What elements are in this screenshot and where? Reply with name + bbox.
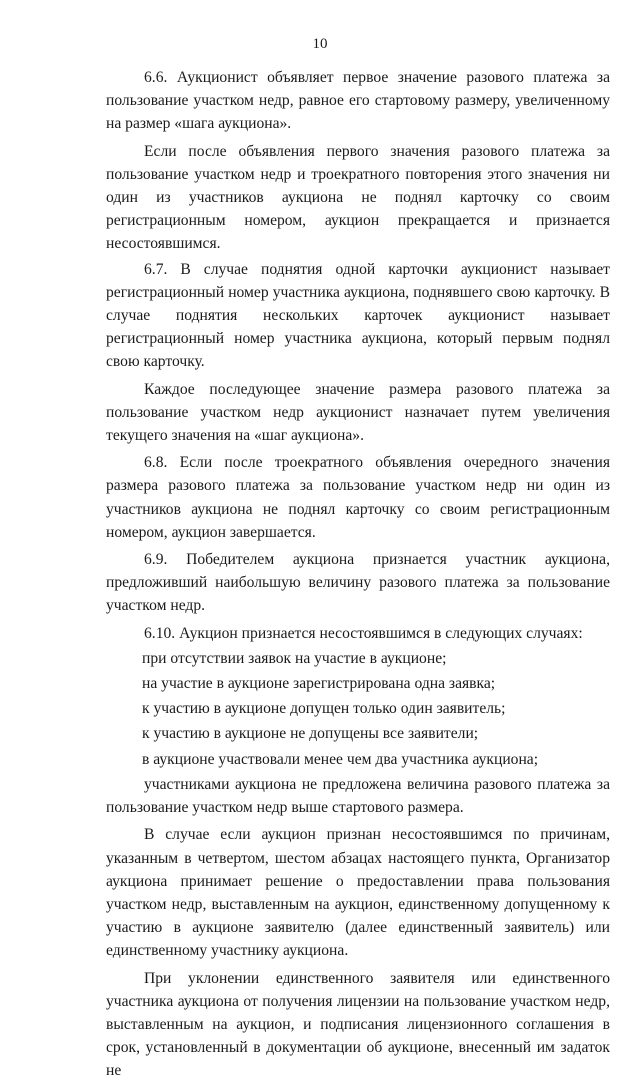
list-item: при отсутствии заявок на участие в аукционе;	[142, 649, 447, 667]
paragraph-list-tail: участниками аукциона не предложена величина разового платежа за пользование участком недр выше стартового размера.	[106, 775, 610, 817]
list-item: к участию в аукционе допущен только один заявитель;	[142, 700, 506, 718]
paragraph-6-7-continued: Каждое последующее значение размера разового платежа за пользование участком недр аукционист назначает путем увеличения текущего значения на «шаг аукциона».	[106, 380, 610, 445]
paragraph-evasion: При уклонении единственного заявителя или единственного участника аукциона от получения лицензии на пользование участком недр, выставленным на аукцион, и подписания лицензионного соглашения в срок, установленный в документации об аукционе, внесенный им задаток не	[106, 969, 610, 1080]
list-item: к участию в аукционе не допущены все заявители;	[142, 725, 479, 743]
document-body	[106, 66, 610, 1083]
paragraph-6-6: 6.6. Аукционист объявляет первое значение разового платежа за пользование участком недр, равное его стартовому размеру, увеличенному на размер «шага аукциона».	[106, 69, 610, 133]
paragraph-6-9: 6.9. Победителем аукциона признается участник аукциона, предложивший наибольшую величину разового платежа за пользование участком недр.	[106, 551, 610, 615]
list-item: в аукционе участвовали менее чем два участника аукциона;	[142, 750, 539, 768]
paragraph-6-7: 6.7. В случае поднятия одной карточки аукционист называет регистрационный номер участника аукциона, поднявшего свою карточку. В случае поднятия нескольких карточек аукционист называет регистрационный номер участника аукциона, который первым поднял свою карточку.	[106, 260, 610, 371]
paragraph-sole-applicant: В случае если аукцион признан несостоявшимся по причинам, указанным в четвертом, шестом абзацах настоящего пункта, Организатор аукциона принимает решение о предоставлении права пользования участком недр, выставленным на аукцион, единственному допущенному к участию в аукционе заявителю (далее единственный заявитель) или единственному участнику аукциона.	[106, 826, 610, 960]
list-item: на участие в аукционе зарегистрирована одна заявка;	[142, 675, 496, 693]
paragraph-6-8: 6.8. Если после троекратного объявления очередного значения размера разового платежа за пользование участком недр ни один из участников аукциона не поднял карточку со своим регистрационным номером, аукцион завершается.	[106, 454, 610, 541]
paragraph-6-6-continued: Если после объявления первого значения разового платежа за пользование участком недр и троекратного повторения этого значения ни один из участников аукциона не поднял карточку со своим регистрационным номером, аукцион прекращается и признается несостоявшимся.	[106, 142, 610, 253]
page-number: 10	[312, 36, 328, 52]
paragraph-6-10: 6.10. Аукцион признается несостоявшимся в следующих случаях:	[144, 624, 583, 642]
